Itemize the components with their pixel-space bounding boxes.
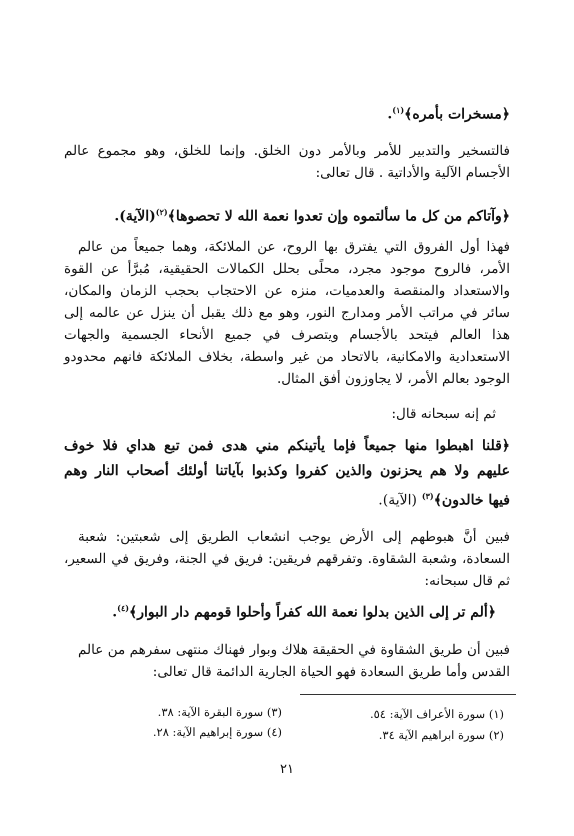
- verse-3-line-1: ﴿قلنا اهبطوا منها جميعاً فإما يأتينكم مني هدى فمن تبع هداي فلا خوف: [64, 438, 510, 454]
- para-4-line-1: فبين أن طريق الشقاوة في الحقيقة هلاك وبوار فهناك منتهى سفرهم من عالم: [78, 642, 510, 658]
- para-1-line-2: الأجسام الآلية والأداتية . قال تعالى:: [315, 165, 510, 181]
- para-1-line-1: فالتسخير والتدبير للأمر وبالأمر دون الخلق. وإنما للخلق، وهو مجموع عالم: [64, 143, 510, 159]
- verse-4-ref: (٤): [117, 603, 130, 613]
- verse-2-text: ﴿وآتاكم من كل ما سألتموه وإن تعدوا نعمة الله لا تحصوها﴾: [167, 208, 510, 225]
- footnote-2-text: سورة ابراهيم الآية ٣٤.: [378, 728, 486, 742]
- para-3-line-1: فبين أنَّ هبوطهم إلى الأرض يوجب انشعاب الطريق إلى شعبتين: شعبة: [78, 529, 510, 545]
- para-2-line-1: فهذا أول الفروق التي يفترق بها الروح، عن الملائكة، وهما جميعاً من عالم: [78, 239, 510, 255]
- para-4-line-2: القدس وأما طريق السعادة فهو الحياة الجارية الدائمة قال تعالى:: [152, 664, 510, 680]
- verse-3-line-2: عليهم ولا هم يحزنون والذين كفروا وكذبوا بآياتنا أولئك أصحاب النار وهم: [64, 463, 510, 479]
- footnote-divider: [300, 694, 516, 695]
- verse-4-text: ﴿ألم تر إلى الذين بدلوا نعمة الله كفراً وأحلوا قومهم دار البوار﴾: [129, 604, 496, 621]
- footnote-1-text: سورة الأعراف الآية: ٥٤.: [369, 707, 486, 721]
- para-2-line-6: الاستعدادية والامكانية، بالاتحاد من غير واسطة، بخلاف الملائكة فانهم محدودو: [64, 349, 510, 365]
- para-2-line-2: الأمر، فالروح موجود مجرد، محلًى بحلل الكمالات الحقيقية، مُبرَّأ عن القوة: [64, 261, 510, 277]
- verse-3-ref: (٣): [421, 491, 434, 501]
- para-2-line-5: هذا العالم فيتحد بالأجسام ويتصرف في جميع الأنحاء الجسمية والجهات: [64, 327, 510, 343]
- footnote-4-num: (٤): [266, 725, 282, 739]
- para-3-line-2: السعادة، وشعبة الشقاوة. وتفرقهم فريقين: فريق في الجنة، وفريق في السعير،: [64, 551, 510, 567]
- para-2-line-4: سائر في مراتب الأمر ومدارج النور، وهو مع ذلك يقبل أن ينزل عن عالمه إلى: [64, 305, 510, 321]
- verse-1-tail: .: [387, 106, 393, 123]
- verse-3-tail: (الآية).: [378, 492, 417, 509]
- footnote-3: [158, 704, 282, 720]
- footnote-3-text: سورة البقرة الآية: ٣٨.: [157, 705, 264, 719]
- verse-1-ref: (١): [392, 105, 405, 115]
- verse-2: [114, 202, 510, 227]
- intro-3: ثم إنه سبحانه قال:: [391, 406, 496, 422]
- verse-1-text: ﴿مسخرات بأمره﴾: [404, 106, 510, 123]
- verse-4-tail: .: [112, 604, 118, 621]
- footnote-3-num: (٣): [266, 705, 282, 719]
- footnote-4: [153, 724, 282, 740]
- footnote-4-text: سورة إبراهيم الآية: ٢٨.: [152, 725, 264, 739]
- footnote-2-num: (٢): [488, 728, 504, 742]
- para-2-line-7: الوجود بعالم الأمر، لا يجاوزون أفق المثال.: [276, 371, 510, 387]
- page-number: ٢١: [280, 762, 294, 777]
- verse-3-text-end: فيها خالدون﴾: [433, 492, 510, 509]
- verse-2-ref: (٢): [155, 207, 168, 217]
- verse-4: [112, 598, 496, 623]
- para-2-line-3: والاستعداد والمنقصة والعدميات، منزه عن الاحتجاب بحجب الزمان والمكان،: [64, 283, 510, 299]
- footnote-1: [370, 706, 504, 722]
- footnote-2: [379, 727, 504, 743]
- footnote-1-num: (١): [488, 707, 504, 721]
- para-3-line-3: ثم قال سبحانه:: [424, 573, 510, 589]
- verse-3-line-3: [378, 486, 510, 511]
- verse-2-tail: (الآية).: [114, 208, 156, 225]
- verse-1: [387, 100, 510, 125]
